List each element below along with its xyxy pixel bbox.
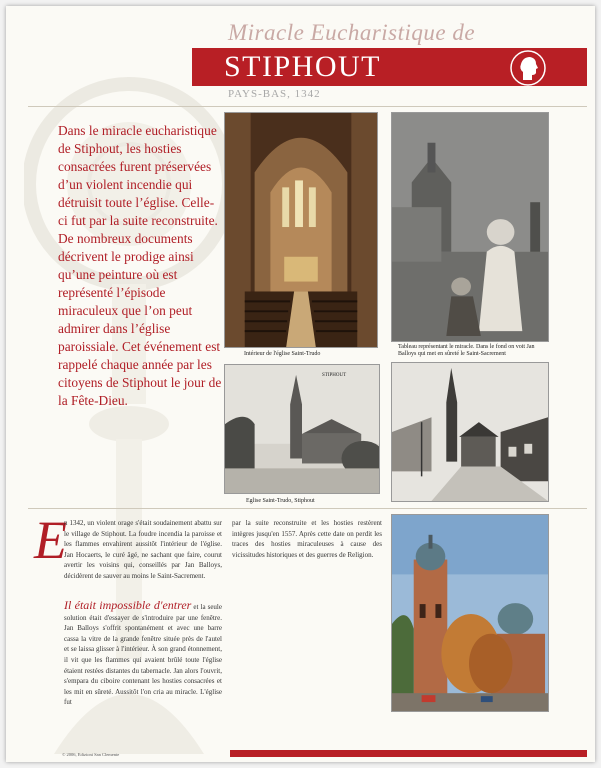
body-column-1-text: et la seule solution était d'essayer de s'introduire par une fenêtre. Jan Balloys s'offrit spontanément et avec une barre cassa la vitre de la grande fenêtre située près de l'autel et se laissa glisser à l'intérieur. À son grand étonnement, il vit que les flammes qui avaient brûlé toute l'église étaient restées distantes du tabernacle. Jan alors l'ouvrit, s'empara du ciboire contenant les hosties consacrées et les mit en sûreté. Aussitôt l'on cria au miracle. L'église fut: [64, 603, 222, 707]
painting-caption: Tableau représentant le miracle. Dans le fond on voit Jan Balloys qui met en sûreté le Saint-Sacrement: [398, 344, 535, 357]
copyright-notice: © 2006, Edizioni San Clemente: [62, 752, 120, 757]
profile-silhouette-icon: [510, 50, 546, 86]
body-column-1-paragraph: n 1342, un violent orage s'était soudainement abattu sur le village de Stiphout. La foudre incendia la paroisse et les flammes envahirent aussitôt l'intérieur de l'église. Jan Hocaerts, le curé âgé, ne sachant que faire, courut avertir les voisins qui, conseillés par Jan Balloys, décidèrent de sauver au moins le Saint-Sacrement.: [64, 519, 222, 580]
postcard-inscription: STIPHOUT: [322, 373, 347, 378]
body-column-2: par la suite reconstruite et les hosties restèrent intègres jusqu'en 1557. Après cette date on perdit les traces des hosties miraculeuses à cause des vicissitudes historiques et des guerres de Religion.: [232, 519, 382, 559]
church-interior-photo: [224, 112, 378, 348]
body-column-1-continued: [64, 600, 222, 708]
intro-text: Dans le miracle eucharistique de Stiphout, les hosties consacrées furent préservées d’un violent incendie qui détruisit toute l’église. Celle-ci fut par la suite reconstruite. De nombreux documents décrivent le prodige ainsi qu’une peinture où est représenté l’épisode miraculeux que l’on peut admirer dans l’église paroissiale. Cet événement est rappelé chaque année par les citoyens de Stiphout le jour de la Fête-Dieu.: [58, 123, 222, 408]
footer-bar: [230, 750, 587, 757]
divider-middle: [28, 508, 587, 509]
postcard-caption: Eglise Saint-Trudo, Stiphout: [246, 498, 315, 504]
divider-top: [28, 106, 587, 107]
drop-cap: E: [34, 510, 67, 570]
page: [6, 6, 595, 762]
place-date: PAYS-BAS, 1342: [228, 88, 321, 100]
header-subtitle: Miracle Eucharistique de: [228, 20, 476, 45]
church-exterior-photo: [391, 514, 549, 712]
pull-quote: Il était impossible d'entrer: [64, 598, 192, 612]
village-street-photo: [391, 362, 549, 502]
church-postcard-photo: [224, 364, 380, 494]
interior-caption: Intérieur de l'église Saint-Trudo: [244, 351, 321, 357]
miracle-painting: [391, 112, 549, 342]
page-title: STIPHOUT: [224, 50, 382, 83]
